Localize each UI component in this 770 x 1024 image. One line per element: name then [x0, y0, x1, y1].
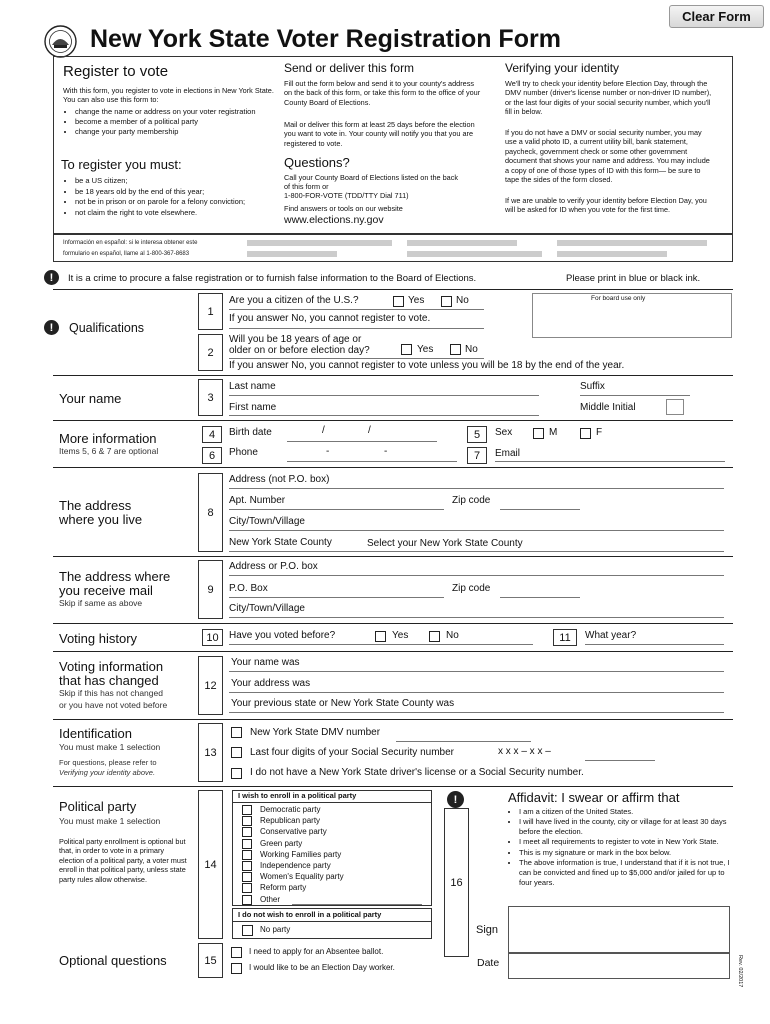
item-2-number: 2 [198, 334, 223, 371]
citizen-note: If you answer No, you cannot register to vote. [229, 313, 431, 324]
birth-date-field[interactable] [287, 441, 437, 442]
korean-notice-2 [407, 251, 542, 257]
register-uses-list [63, 107, 275, 136]
bengali-notice [557, 240, 707, 246]
changed-label-2: that has changed [59, 673, 159, 688]
mail-address-label-1: The address where [59, 569, 171, 584]
questions-call: Call your County Board of Elections listed on the back of this form or [284, 173, 459, 192]
warning-icon: ! [44, 270, 59, 285]
party-checkbox[interactable] [242, 816, 252, 826]
affidavit-list [507, 807, 739, 888]
first-name-field[interactable] [229, 415, 539, 416]
must-heading: To register you must: [61, 157, 182, 172]
send-p1: Fill out the form below and send it to your county's address on the back of this form, or take this form to the office of your County Board of Elections. [284, 79, 481, 107]
apt-number-label: Apt. Number [229, 495, 286, 506]
questions-web-intro: Find answers or tools on our website [284, 204, 403, 213]
citizen-question: Are you a citizen of the U.S.? [229, 295, 359, 306]
birth-date-label: Birth date [229, 427, 272, 438]
item-10-number: 10 [202, 629, 223, 646]
mail-city-label: City/Town/Village [229, 603, 305, 614]
age-note: If you answer No, you cannot register to vote unless you will be 18 by the end of the year. [229, 360, 625, 371]
phone-dash: - [326, 446, 330, 457]
item-8-number: 8 [198, 473, 223, 552]
no-id-checkbox[interactable] [231, 768, 242, 779]
birth-date-slash: / [368, 425, 371, 436]
dmv-field[interactable] [396, 741, 531, 742]
last-name-field[interactable] [229, 395, 539, 396]
ssn-field[interactable] [585, 760, 655, 761]
party-option-label: Women's Equality party [260, 872, 344, 882]
ssn-label: Last four digits of your Social Security number [250, 747, 454, 758]
register-intro: With this form, you register to vote in elections in New York State. You can also use this form to: [63, 86, 274, 105]
item-14-number: 14 [198, 790, 223, 939]
suffix-field[interactable] [580, 395, 690, 396]
chinese-notice-2 [247, 251, 337, 257]
voted-no-checkbox[interactable] [429, 631, 440, 642]
affidavit-item: • I will have lived in the county, city or village for at least 30 days before the election. [519, 817, 739, 837]
absentee-checkbox[interactable] [231, 947, 242, 958]
questions-phone: 1-800-FOR-VOTE (TDD/TTY Dial 711) [284, 191, 409, 200]
mail-address-sub: Skip if same as above [59, 598, 143, 608]
affidavit-title: Affidavit: I swear or affirm that [508, 790, 680, 805]
dmv-label: New York State DMV number [250, 727, 381, 738]
use-item: • become a member of a political party [75, 117, 275, 127]
verify-p3: If we are unable to verify your identity before Election Day, you will be asked for ID when you vote for the first time. [505, 196, 707, 215]
ssn-mask: x x x – x x – [498, 746, 551, 757]
item-11-number: 11 [553, 629, 577, 646]
city-label: City/Town/Village [229, 516, 305, 527]
other-party-field[interactable] [292, 904, 422, 905]
identification-ref-1: For questions, please refer to [59, 758, 157, 767]
item-16-number: 16 [444, 808, 469, 957]
party-desc: Political party enrollment is optional but that, in order to vote in a primary election of a political party, a voter must enroll in that political party, unless state party rules allow otherwise. [59, 837, 187, 884]
birth-date-slash: / [322, 425, 325, 436]
zip-field[interactable] [500, 509, 580, 510]
item-6-number: 6 [202, 447, 222, 464]
county-label: New York State County [229, 537, 332, 548]
clear-form-button[interactable]: Clear Form [669, 5, 764, 28]
affidavit-item: • I meet all requirements to register to vote in New York State. [519, 837, 739, 847]
sex-m-checkbox[interactable] [533, 428, 544, 439]
verify-p1: We'll try to check your identity before Election Day, through the DMV number (driver's license number or non-driver ID number), or the last four digits of your social security number, which you'll fill in below. [505, 79, 712, 117]
identification-sub: You must make 1 selection [59, 742, 161, 752]
identification-label: Identification [59, 726, 132, 741]
no-party-checkbox[interactable] [242, 925, 253, 936]
dmv-checkbox[interactable] [231, 727, 242, 738]
age-yes-checkbox[interactable] [401, 344, 412, 355]
po-box-label: P.O. Box [229, 583, 268, 594]
age-no-checkbox[interactable] [450, 344, 461, 355]
last-name-label: Last name [229, 381, 276, 392]
requirement-item: • be a US citizen; [75, 176, 275, 187]
party-checkbox[interactable] [242, 872, 252, 882]
ssn-checkbox[interactable] [231, 747, 242, 758]
ny-state-seal-icon [44, 25, 77, 58]
verify-heading: Verifying your identity [505, 61, 620, 75]
party-sub: You must make 1 selection [59, 816, 161, 826]
spanish-notice-2: formulario en español, llame al 1-800-367-8683 [63, 251, 190, 257]
zip-label: Zip code [452, 495, 491, 506]
address-field[interactable] [229, 488, 724, 489]
age-yes-label: Yes [417, 344, 434, 355]
page-title: New York State Voter Registration Form [90, 25, 561, 53]
item-1-number: 1 [198, 293, 223, 330]
qualifications-label: Qualifications [69, 321, 145, 335]
sex-f-label: F [596, 427, 603, 438]
signature-box[interactable] [508, 906, 730, 953]
your-name-label: Your name [59, 391, 122, 406]
address-live-label-2: where you live [59, 512, 143, 527]
party-option-label: Conservative party [260, 827, 327, 837]
county-select[interactable]: Select your New York State County [367, 538, 523, 549]
party-label: Political party [59, 799, 137, 814]
mail-city-field[interactable] [229, 617, 724, 618]
mail-zip-label: Zip code [452, 583, 491, 594]
voting-history-label: Voting history [59, 631, 138, 646]
use-item: • change the name or address on your voter registration [75, 107, 275, 117]
party-option-label: Democratic party [260, 805, 321, 814]
print-notice: Please print in blue or black ink. [566, 273, 701, 284]
item-3-number: 3 [198, 379, 223, 416]
mail-address-label-2: you receive mail [59, 583, 153, 598]
requirement-item: • not claim the right to vote elsewhere. [75, 208, 275, 219]
middle-initial-field[interactable] [666, 399, 684, 415]
changed-label-1: Voting information [59, 659, 164, 674]
send-heading: Send or deliver this form [284, 61, 415, 75]
crime-notice: It is a crime to procure a false registration or to furnish false information to the Board of Elections. [68, 273, 477, 284]
party-option-label: Republican party [260, 816, 321, 826]
spanish-notice: Información en español: si le interesa obtener este [63, 240, 198, 246]
no-party-label: No party [260, 925, 291, 934]
party-checkbox[interactable] [242, 839, 252, 849]
item-9-number: 9 [198, 560, 223, 619]
election-worker-checkbox[interactable] [231, 963, 242, 974]
email-label: Email [495, 448, 521, 459]
more-info-label: More information [59, 431, 157, 446]
party-checkbox[interactable] [242, 883, 252, 893]
register-heading: Register to vote [63, 63, 169, 80]
mail-address-field[interactable] [229, 575, 724, 576]
voted-yes-label: Yes [392, 630, 409, 641]
sign-label: Sign [476, 924, 499, 936]
phone-dash: - [384, 446, 388, 457]
no-enroll-heading: I do not wish to enroll in a political party [238, 910, 382, 919]
sex-label: Sex [495, 427, 513, 438]
requirement-item: • be 18 years old by the end of this year; [75, 187, 275, 198]
language-bar [53, 234, 733, 262]
no-id-label: I do not have a New York State driver's license or a Social Security number. [250, 767, 584, 778]
sex-f-checkbox[interactable] [580, 428, 591, 439]
county-was-field[interactable] [229, 712, 724, 713]
affidavit-item: • The above information is true, I understand that if it is not true, I can be convicted and fined up to $5,000 and/or jailed for up to four years. [519, 858, 739, 888]
suffix-label: Suffix [580, 381, 605, 392]
address-was-field[interactable] [229, 692, 724, 693]
phone-field[interactable] [287, 461, 457, 462]
party-checkbox[interactable] [242, 805, 252, 815]
website-link[interactable]: www.elections.ny.gov [284, 214, 384, 226]
optional-questions-label: Optional questions [59, 953, 167, 968]
voted-yes-checkbox[interactable] [375, 631, 386, 642]
citizen-yes-label: Yes [408, 295, 425, 306]
first-name-label: First name [229, 402, 277, 413]
requirement-item: • not be in prison or on parole for a felony conviction; [75, 197, 275, 208]
address-label: Address (not P.O. box) [229, 474, 330, 485]
absentee-label: I need to apply for an Absentee ballot. [249, 947, 384, 956]
apt-number-field[interactable] [229, 509, 444, 510]
citizen-no-label: No [456, 295, 469, 306]
changed-sub-1: Skip if this has not changed [59, 688, 163, 698]
date-label: Date [477, 957, 500, 969]
name-was-field[interactable] [229, 671, 724, 672]
item-15-number: 15 [198, 943, 223, 978]
po-box-field[interactable] [229, 597, 444, 598]
korean-notice [407, 240, 517, 246]
party-checkbox[interactable] [242, 895, 252, 905]
voted-no-label: No [446, 630, 459, 641]
middle-initial-label: Middle Initial [580, 402, 636, 413]
name-was-label: Your name was [231, 657, 300, 668]
board-use-label: For board use only [591, 295, 646, 302]
item-4-number: 4 [202, 426, 222, 443]
what-year-field[interactable] [585, 644, 724, 645]
address-live-label-1: The address [59, 498, 132, 513]
bengali-notice-2 [557, 251, 667, 257]
item-13-number: 13 [198, 723, 223, 782]
item-7-number: 7 [467, 447, 487, 464]
use-item: • change your party membership [75, 127, 275, 137]
what-year-label: What year? [585, 630, 637, 641]
questions-heading: Questions? [284, 155, 350, 170]
party-option-label: Reform party [260, 883, 307, 893]
item-12-number: 12 [198, 656, 223, 715]
chinese-notice [247, 240, 392, 246]
party-checkbox[interactable] [242, 850, 252, 860]
sex-m-label: M [549, 427, 558, 438]
requirements-list [63, 176, 275, 218]
identification-ref-2: Verifying your identity above. [59, 768, 156, 777]
city-field[interactable] [229, 530, 724, 531]
party-option-label: Independence party [260, 861, 331, 870]
party-option-label: Green party [260, 838, 303, 848]
affidavit-item: • I am a citizen of the United States. [519, 807, 739, 817]
qualifications-warning-icon: ! [44, 320, 59, 335]
county-was-label: Your previous state or New York State County was [231, 698, 455, 709]
send-p2: Mail or deliver this form at least 25 days before the election you want to vote in. Your county will notify you that you are registered to vote. [284, 120, 475, 148]
affidavit-warning-icon: ! [447, 791, 464, 808]
age-no-label: No [465, 344, 478, 355]
phone-label: Phone [229, 447, 258, 458]
verify-p2: If you do not have a DMV or social security number, you may use a valid photo ID, a current utility bill, bank statement, paycheck, government check or some other government document that shows your name and address. You may include a copy of one of those types of ID with this form— be sure to tape the sides of the form closed. [505, 128, 710, 185]
changed-sub-2: or you have not voted before [59, 700, 168, 710]
date-box[interactable] [508, 953, 730, 979]
citizen-no-checkbox[interactable] [441, 296, 452, 307]
affidavit-item: • This is my signature or mark in the box below. [519, 848, 739, 858]
email-field[interactable] [495, 461, 725, 462]
age-question-1: Will you be 18 years of age or [229, 334, 362, 345]
party-option-label: Working Families party [260, 849, 342, 859]
mail-zip-field[interactable] [500, 597, 580, 598]
party-checkbox[interactable] [242, 827, 252, 837]
enroll-heading: I wish to enroll in a political party [238, 791, 357, 800]
more-info-sub: Items 5, 6 & 7 are optional [59, 446, 159, 456]
revision-note: Rev. 02/2017 [737, 955, 743, 988]
election-worker-label: I would like to be an Election Day worker. [249, 963, 395, 972]
party-checkbox[interactable] [242, 861, 252, 871]
citizen-yes-checkbox[interactable] [393, 296, 404, 307]
party-option-label: Other [260, 894, 281, 904]
item-5-number: 5 [467, 426, 487, 443]
address-was-label: Your address was [231, 678, 311, 689]
mail-address-field-label: Address or P.O. box [229, 561, 318, 572]
voted-before-question: Have you voted before? [229, 630, 336, 641]
age-question-2: older on or before election day? [229, 345, 370, 356]
